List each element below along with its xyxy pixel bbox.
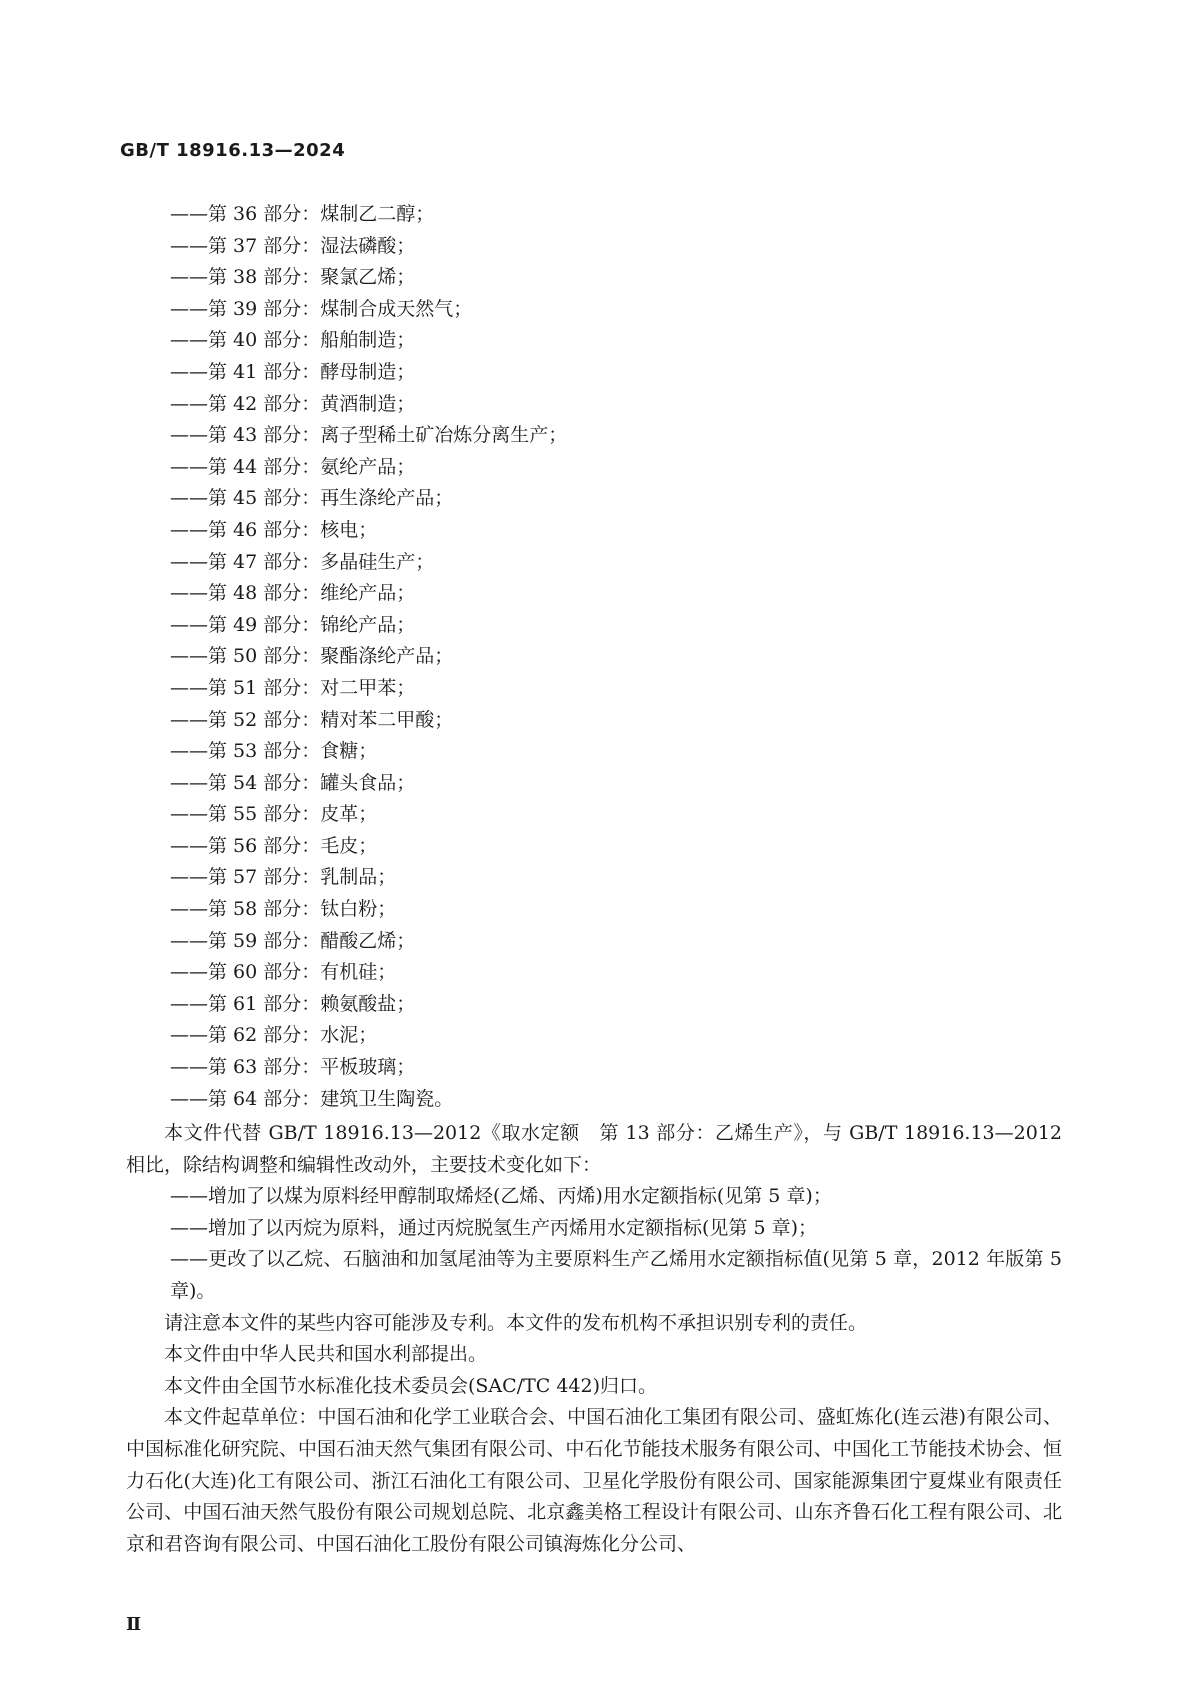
change-item: ——增加了以丙烷为原料，通过丙烷脱氢生产丙烯用水定额指标(见第 5 章)； [170, 1216, 817, 1239]
list-item: ——第 62 部分：水泥； [170, 1024, 378, 1047]
standard-code-header: GB/T 18916.13—2024 [120, 140, 346, 161]
list-item: ——第 44 部分：氨纶产品； [170, 455, 416, 478]
list-item: ——第 39 部分：煤制合成天然气； [170, 297, 473, 320]
change-item: ——更改了以乙烷、石脑油和加氢尾油等为主要原料生产乙烯用水定额指标值(见第 5 章，2012 年版第 5 章)。 [170, 1248, 1062, 1302]
list-item: ——第 52 部分：精对苯二甲酸； [170, 708, 454, 731]
list-item: ——第 51 部分：对二甲苯； [170, 676, 416, 699]
list-item: ——第 38 部分：聚氯乙烯； [170, 266, 416, 289]
list-item: ——第 64 部分：建筑卫生陶瓷。 [170, 1087, 454, 1110]
drafting-units: 本文件起草单位：中国石油和化学工业联合会、中国石油化工集团有限公司、盛虹炼化(连云港)有限公司、中国标准化研究院、中国石油天然气集团有限公司、中石化节能技术服务有限公司、中国化工节能技术协会、恒力石化(大连)化工有限公司、浙江石油化工有限公司、卫星化学股份有限公司、国家能源集团宁夏煤业有限责任公司、中国石油天然气股份有限公司规划总院、北京鑫美格工程设计有限公司、山东齐鲁石化工程有限公司、北京和君咨询有限公司、中国石油化工股份有限公司镇海炼化分公司、 [126, 1406, 1062, 1555]
list-item: ——第 45 部分：再生涤纶产品； [170, 487, 454, 510]
list-item: ——第 36 部分：煤制乙二醇； [170, 203, 435, 225]
list-item: ——第 57 部分：乳制品； [170, 866, 397, 889]
proposer-statement: 本文件由中华人民共和国水利部提出。 [164, 1343, 488, 1366]
body-text [126, 1118, 1062, 1560]
list-item: ——第 37 部分：湿法磷酸； [170, 234, 416, 257]
list-item: ——第 40 部分：船舶制造； [170, 329, 416, 352]
committee-statement: 本文件由全国节水标准化技术委员会(SAC/TC 442)归口。 [164, 1374, 658, 1397]
list-item: ——第 46 部分：核电； [170, 518, 378, 541]
list-item: ——第 47 部分：多晶硅生产； [170, 550, 435, 573]
list-item: ——第 63 部分：平板玻璃； [170, 1056, 416, 1079]
patent-notice: 请注意本文件的某些内容可能涉及专利。本文件的发布机构不承担识别专利的责任。 [164, 1311, 868, 1334]
list-item: ——第 60 部分：有机硅； [170, 961, 397, 984]
list-item: ——第 58 部分：钛白粉； [170, 898, 397, 921]
change-item: ——增加了以煤为原料经甲醇制取烯烃(乙烯、丙烯)用水定额指标(见第 5 章)； [170, 1185, 832, 1208]
list-item: ——第 49 部分：锦纶产品； [170, 613, 416, 636]
list-item: ——第 48 部分：维纶产品； [170, 582, 416, 605]
list-item: ——第 56 部分：毛皮； [170, 834, 378, 857]
list-item: ——第 54 部分：罐头食品； [170, 771, 416, 794]
list-item: ——第 55 部分：皮革； [170, 803, 378, 826]
page-number: Ⅱ [126, 1614, 142, 1635]
list-item: ——第 61 部分：赖氨酸盐； [170, 992, 416, 1015]
list-item: ——第 59 部分：醋酸乙烯； [170, 929, 416, 952]
list-item: ——第 50 部分：聚酯涤纶产品； [170, 645, 454, 668]
parts-list [170, 199, 567, 1115]
list-item: ——第 42 部分：黄酒制造； [170, 392, 416, 415]
list-item: ——第 53 部分：食糖； [170, 740, 378, 763]
replace-paragraph: 本文件代替 GB/T 18916.13—2012《取水定额 第 13 部分：乙烯生产》，与 GB/T 18916.13—2012 相比，除结构调整和编辑性改动外，主要技术变化如下： [126, 1122, 1062, 1176]
list-item: ——第 43 部分：离子型稀土矿冶炼分离生产； [170, 424, 568, 447]
list-item: ——第 41 部分：酵母制造； [170, 360, 416, 383]
